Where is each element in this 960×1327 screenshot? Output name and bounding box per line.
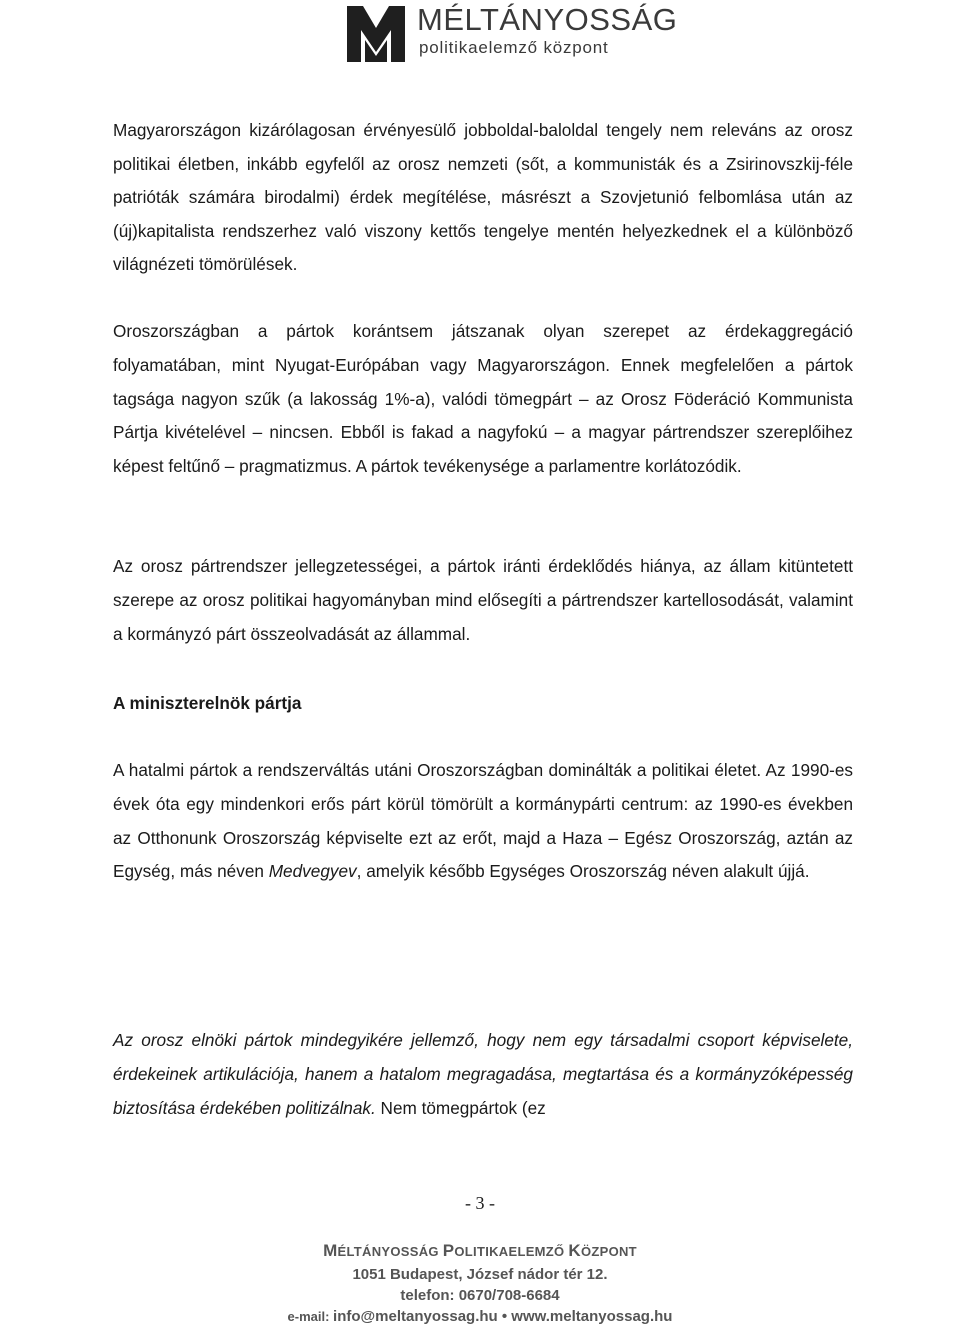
org-letter-2: P [442, 1241, 455, 1260]
footer [0, 1238, 960, 1327]
paragraph-4-text-b: , amelyik később Egységes Oroszország néven alakult újjá. [356, 861, 810, 882]
logo-subtitle: politikaelemző központ [419, 38, 609, 57]
email-link[interactable]: info@meltanyossag.hu [333, 1308, 498, 1325]
paragraph-2: Oroszországban a pártok korántsem játszanak olyan szerepet az érdekaggregáció folyamatában, mint Nyugat-Európában vagy Magyarországon. Ennek megfelelően a pártok tagsága nagyon szűk (a lakosság 1%-a), valódi tömegpárt – az Orosz Föderáció Kommunista Pártja kivételével – nincsen. Ebből is fakad a nagyfokú – a magyar pártrendszer szereplőihez képest feltűnő – pragmatizmus. A pártok tevékenysége a parlamentre korlátozódik. [113, 321, 853, 477]
paragraph-4-text-a: A hatalmi pártok a rendszerváltás utáni Oroszországban dominálták a politikai életet. Az 1990-es évek óta egy mindenkori erős párt körül tömörült a kormánypárti centrum: az 1990-es években az Otthonunk Oroszország képviselte ezt az erőt, majd a Haza – Egész Oroszország, aztán az Egység, más néven [113, 760, 853, 882]
logo-title: MÉLTÁNYOSSÁG [417, 2, 678, 37]
paragraph-5 [113, 1024, 853, 1125]
paragraph-4 [113, 754, 853, 889]
org-letter-1: M [323, 1241, 338, 1260]
paragraph-3: Az orosz pártrendszer jellegzetességei, a pártok iránti érdeklődés hiánya, az állam kitüntetett szerepe az orosz politikai hagyományban mind elősegíti a pártrendszer kartellosodását, valamint a kormányzó párt összeolvadását az állammal. [113, 556, 853, 644]
website-link[interactable]: www.meltanyossag.hu [511, 1308, 673, 1325]
org-word-1: ÉLTÁNYOSSÁG [337, 1244, 443, 1259]
footer-organization [0, 1238, 960, 1264]
page-number: - 3 - [465, 1193, 495, 1213]
paragraph-1: Magyarországon kizárólagosan érvényesülő jobboldal-baloldal tengely nem releváns az orosz politikai életben, inkább egyfelől az orosz nemzeti (sőt, a kommunisták és a Zsirinovszkij-féle patrióták számára birodalmi) érdek megítélése, másrészt a Szovjetunió felbomlása után az (új)kapitalista rendszerhez való viszony kettős tengelye mentén helyezkednek el a különböző világnézeti tömörülések. [113, 120, 853, 275]
meltanyossag-logo-icon [347, 6, 405, 62]
org-word-2: OLITIKAELEMZŐ [454, 1244, 569, 1259]
org-word-3: ÖZPONT [580, 1244, 637, 1259]
org-letter-3: K [568, 1241, 581, 1260]
section-heading: A miniszterelnök pártja [113, 693, 302, 713]
letterhead [347, 2, 678, 62]
email-label: e-mail: [287, 1309, 334, 1324]
footer-contact [0, 1306, 960, 1327]
bullet-separator: • [497, 1308, 512, 1325]
footer-phone: telefon: 0670/708-6684 [400, 1287, 560, 1304]
paragraph-4-italic: Medvegyev [268, 861, 357, 882]
paragraph-5-italic: Az orosz elnöki pártok mindegyikére jellemző, hogy nem egy társadalmi csoport képviselete, érdekeinek artikulációja, hanem a hatalom megragadása, megtartása és a kormányzóképesség biztosítása érdekében politizálnak. [113, 1030, 853, 1118]
footer-address: 1051 Budapest, József nádor tér 12. [352, 1266, 608, 1283]
paragraph-5-text: Nem tömegpártok (ez [375, 1097, 546, 1118]
